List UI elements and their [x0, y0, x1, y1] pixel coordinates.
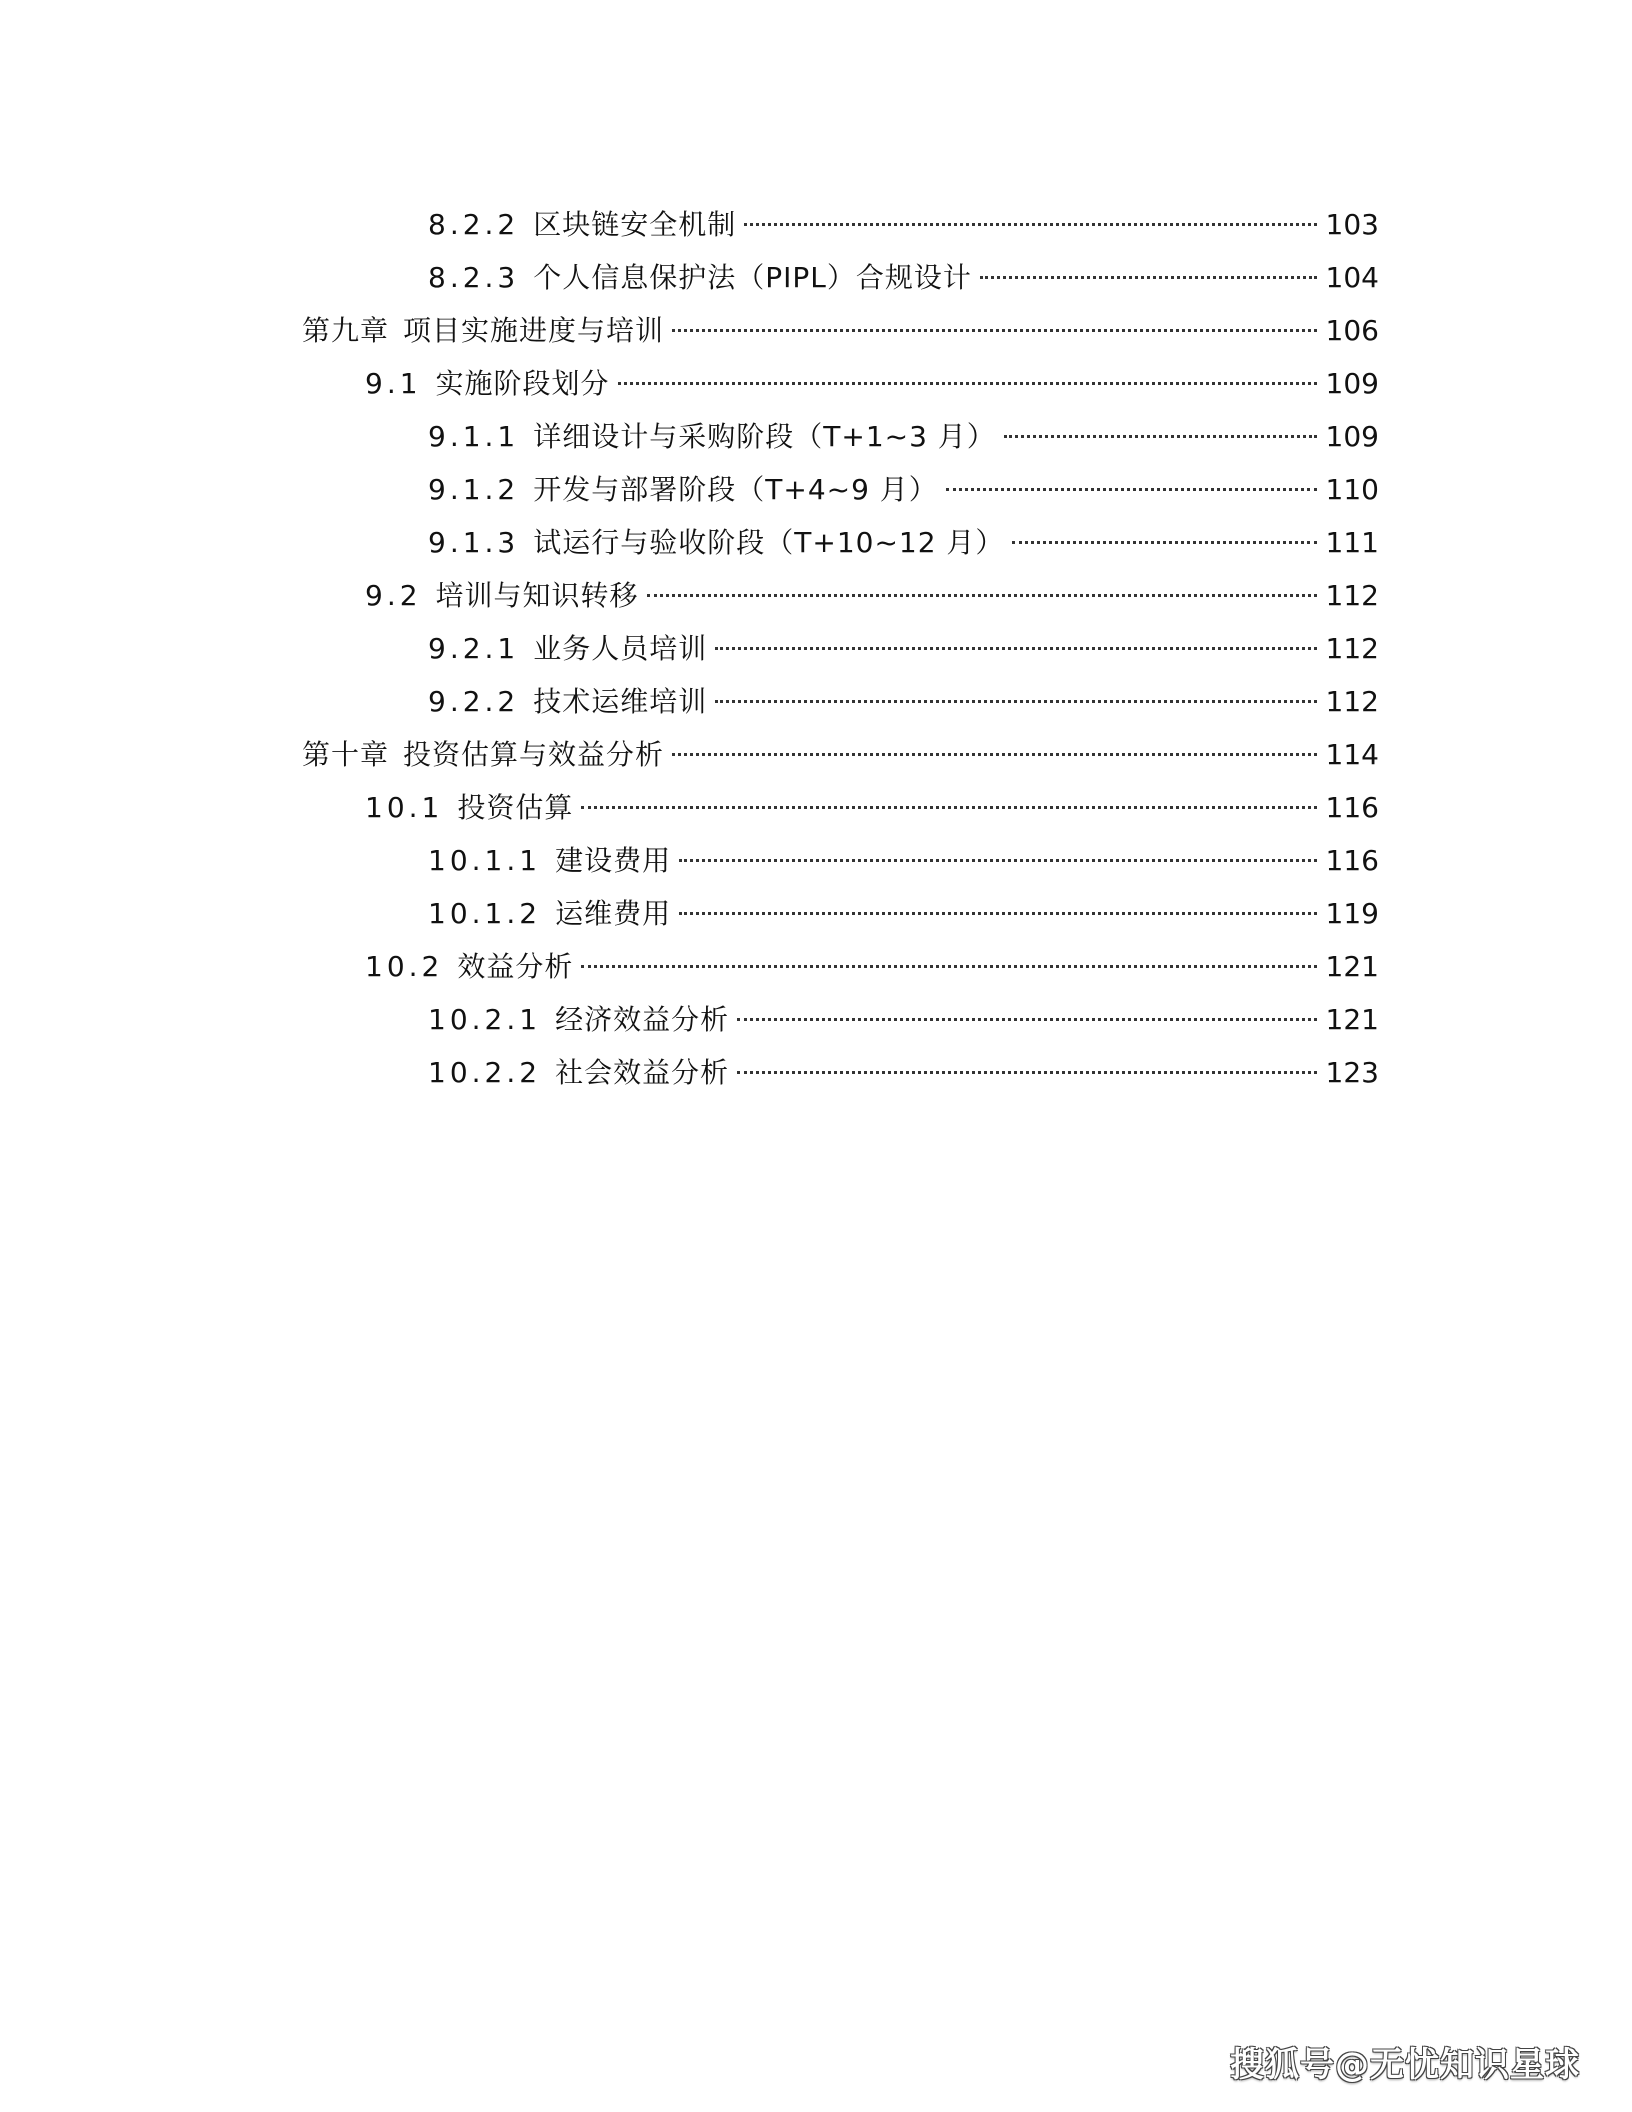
toc-entry-title: 投资估算与效益分析	[403, 738, 665, 771]
toc-entry-title: 实施阶段划分	[435, 367, 610, 400]
toc-entry-page: 104	[1325, 261, 1379, 294]
toc-entry[interactable]	[0, 569, 1632, 622]
toc-entry[interactable]	[0, 993, 1632, 1046]
toc-entry-title: 效益分析	[457, 950, 574, 983]
toc-entry-title: 区块链安全机制	[533, 208, 737, 241]
toc-entry-page: 119	[1325, 897, 1379, 930]
toc-entry-page: 109	[1325, 367, 1379, 400]
toc-entry-title: 业务人员培训	[533, 632, 708, 665]
toc-entry[interactable]	[0, 940, 1632, 993]
toc-entry[interactable]	[0, 410, 1632, 463]
toc-entry-title: 建设费用	[555, 844, 672, 877]
toc-dot-leader	[672, 753, 1317, 756]
toc-entry-number: 10.2	[365, 950, 444, 983]
toc-entry-page: 106	[1325, 314, 1379, 347]
toc-entry[interactable]	[0, 675, 1632, 728]
toc-entry-title: 开发与部署阶段（T+4~9 月）	[533, 473, 938, 506]
toc-entry-title: 运维费用	[555, 897, 672, 930]
toc-entry[interactable]	[0, 516, 1632, 569]
toc-entry-title: 详细设计与采购阶段（T+1~3 月）	[533, 420, 996, 453]
toc-entry-number: 10.2.1	[428, 1003, 542, 1036]
toc-entry[interactable]	[0, 887, 1632, 940]
toc-dot-leader	[980, 276, 1317, 279]
toc-entry-title: 项目实施进度与培训	[403, 314, 665, 347]
toc-dot-leader	[1012, 541, 1317, 544]
toc-entry[interactable]	[0, 781, 1632, 834]
toc-entry-page: 123	[1325, 1056, 1379, 1089]
toc-entry-number: 9.2.1	[428, 632, 520, 665]
toc-entry[interactable]	[0, 728, 1632, 781]
toc-dot-leader	[679, 912, 1317, 915]
toc-dot-leader	[737, 1018, 1317, 1021]
toc-entry-number: 10.1	[365, 791, 444, 824]
toc-entry[interactable]	[0, 463, 1632, 516]
toc-entry-page: 112	[1325, 579, 1379, 612]
toc-entry-number: 9.1.2	[428, 473, 520, 506]
toc-dot-leader	[647, 594, 1317, 597]
toc-entry-title: 社会效益分析	[555, 1056, 730, 1089]
toc-entry-number: 第九章	[302, 314, 390, 347]
toc-entry-title: 试运行与验收阶段（T+10~12 月）	[533, 526, 1005, 559]
toc-dot-leader	[581, 806, 1317, 809]
toc-entry[interactable]	[0, 357, 1632, 410]
toc-entry[interactable]	[0, 198, 1632, 251]
toc-entry-number: 9.2.2	[428, 685, 520, 718]
toc-entry-title: 投资估算	[457, 791, 574, 824]
toc-dot-leader	[581, 965, 1317, 968]
toc-entry[interactable]	[0, 1046, 1632, 1099]
toc-entry[interactable]	[0, 251, 1632, 304]
toc-entry-title: 经济效益分析	[555, 1003, 730, 1036]
table-of-contents	[0, 198, 1632, 1099]
toc-entry-number: 9.1.1	[428, 420, 520, 453]
toc-entry-title: 个人信息保护法（PIPL）合规设计	[533, 261, 972, 294]
toc-entry-number: 9.1.3	[428, 526, 520, 559]
toc-dot-leader	[715, 647, 1317, 650]
toc-entry-number: 9.2	[365, 579, 422, 612]
toc-entry[interactable]	[0, 834, 1632, 887]
toc-entry-number: 10.1.2	[428, 897, 542, 930]
toc-entry-page: 112	[1325, 632, 1379, 665]
toc-entry-title: 培训与知识转移	[435, 579, 639, 612]
toc-entry-page: 121	[1325, 1003, 1379, 1036]
toc-entry-page: 116	[1325, 791, 1379, 824]
toc-entry-number: 10.1.1	[428, 844, 542, 877]
toc-entry-number: 10.2.2	[428, 1056, 542, 1089]
toc-entry-page: 121	[1325, 950, 1379, 983]
toc-entry-page: 114	[1325, 738, 1379, 771]
toc-dot-leader	[715, 700, 1317, 703]
toc-entry-page: 112	[1325, 685, 1379, 718]
toc-entry[interactable]	[0, 622, 1632, 675]
toc-dot-leader	[1004, 435, 1317, 438]
toc-dot-leader	[618, 382, 1317, 385]
toc-entry-page: 110	[1325, 473, 1379, 506]
toc-dot-leader	[737, 1071, 1317, 1074]
watermark: 搜狐号@无忧知识星球	[1230, 2045, 1580, 2085]
toc-entry-page: 116	[1325, 844, 1379, 877]
toc-entry[interactable]	[0, 304, 1632, 357]
toc-entry-number: 9.1	[365, 367, 422, 400]
toc-entry-page: 103	[1325, 208, 1379, 241]
toc-dot-leader	[672, 329, 1317, 332]
toc-entry-title: 技术运维培训	[533, 685, 708, 718]
toc-entry-page: 109	[1325, 420, 1379, 453]
toc-dot-leader	[744, 223, 1317, 226]
toc-entry-number: 8.2.3	[428, 261, 520, 294]
toc-dot-leader	[679, 859, 1317, 862]
toc-dot-leader	[946, 488, 1317, 491]
toc-entry-page: 111	[1325, 526, 1379, 559]
toc-entry-number: 8.2.2	[428, 208, 520, 241]
toc-entry-number: 第十章	[302, 738, 390, 771]
